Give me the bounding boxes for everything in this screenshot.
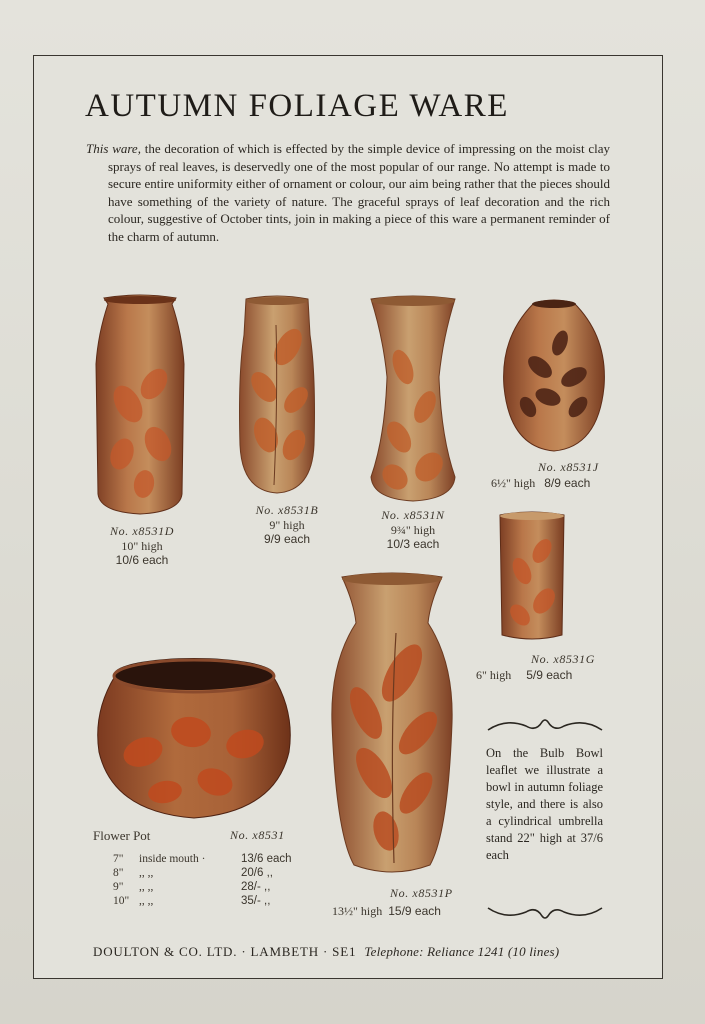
item-number-x8531g: No. x8531G (531, 652, 595, 666)
item-size: 10" high (121, 538, 163, 553)
pot-desc: ,, ,, (139, 881, 154, 893)
item-size-price-x8531j: 6½" high 8/9 each (491, 476, 591, 490)
table-row (113, 852, 292, 866)
vase-x8531d-image (92, 294, 188, 518)
bulb-bowl-note: On the Bulb Bowl leaflet we illustrate a bowl in autumn foliage style, and there is also a cylindrical umbrella stand 22" high at 37/6 each (486, 746, 603, 862)
pot-size: 8" (113, 867, 124, 879)
caption-x8531n (368, 508, 458, 552)
pot-size: 9" (113, 881, 124, 893)
item-number: No. x8531B (255, 503, 319, 517)
pot-price: 28/- ,, (241, 881, 271, 893)
pot-price: 35/- ,, (241, 895, 271, 907)
flourish-bottom-ornament (486, 902, 604, 922)
flower-pot-label: Flower Pot (93, 828, 151, 843)
intro-paragraph (86, 140, 610, 246)
item-size-price-x8531g: 6" high 5/9 each (476, 668, 573, 682)
item-size-price-x8531p: 13½" high 15/9 each (332, 904, 441, 918)
flower-pot-number: No. x8531 (230, 828, 285, 842)
vase-x8531p-image (326, 573, 458, 879)
table-row (113, 894, 292, 908)
flower-pot-x8531-image (95, 652, 293, 824)
pot-size: 7" (113, 853, 124, 865)
caption-x8531d (96, 524, 188, 568)
page-title: AUTUMN FOLIAGE WARE (85, 88, 509, 124)
vase-x8531b-image (236, 295, 318, 497)
intro-lead: This ware, (86, 141, 141, 156)
item-number: No. x8531D (110, 524, 174, 538)
pot-size: 10" (113, 895, 130, 907)
item-number-x8531j: No. x8531J (538, 460, 599, 474)
vase-x8531j-image (500, 297, 608, 455)
flower-pot-price-table (113, 852, 292, 908)
vase-x8531g-image (498, 511, 566, 643)
pot-desc: ,, ,, (139, 895, 154, 907)
table-row (113, 880, 292, 894)
footer-imprint (93, 944, 559, 960)
table-row (113, 866, 292, 880)
flourish-top-ornament (486, 716, 604, 736)
pot-desc: inside mouth · (139, 853, 206, 865)
caption-x8531b (242, 503, 332, 547)
pot-price: 20/6 ,, (241, 867, 273, 879)
vase-x8531n-image (367, 297, 459, 503)
footer-company: DOULTON & CO. LTD. · LAMBETH · SE1 (93, 944, 357, 959)
item-size: 9" high (269, 517, 305, 532)
item-price: 10/6 each (115, 553, 169, 567)
item-number: No. x8531N (381, 508, 445, 522)
item-size: 9¾" high (390, 522, 436, 537)
footer-telephone: Telephone: Reliance 1241 (10 lines) (364, 944, 560, 959)
item-price: 10/3 each (386, 537, 440, 551)
item-number-x8531p: No. x8531P (390, 886, 453, 900)
pot-price: 13/6 each (241, 853, 292, 865)
item-price: 9/9 each (263, 532, 311, 546)
pot-desc: ,, ,, (139, 867, 154, 879)
intro-body: the decoration of which is effected by the simple device of impressing on the moist clay sprays of real leaves, is deservedly one of the most popular of our range. No attempt is made to secure entire uniformity either of ornament or colour, our aim being rather that the pieces should have something of the variety of nature. The graceful sprays of leaf decoration and the rich colour, suggestive of October tints, join in making a piece of this ware a permanent reminder of the charm of autumn. (108, 141, 610, 244)
